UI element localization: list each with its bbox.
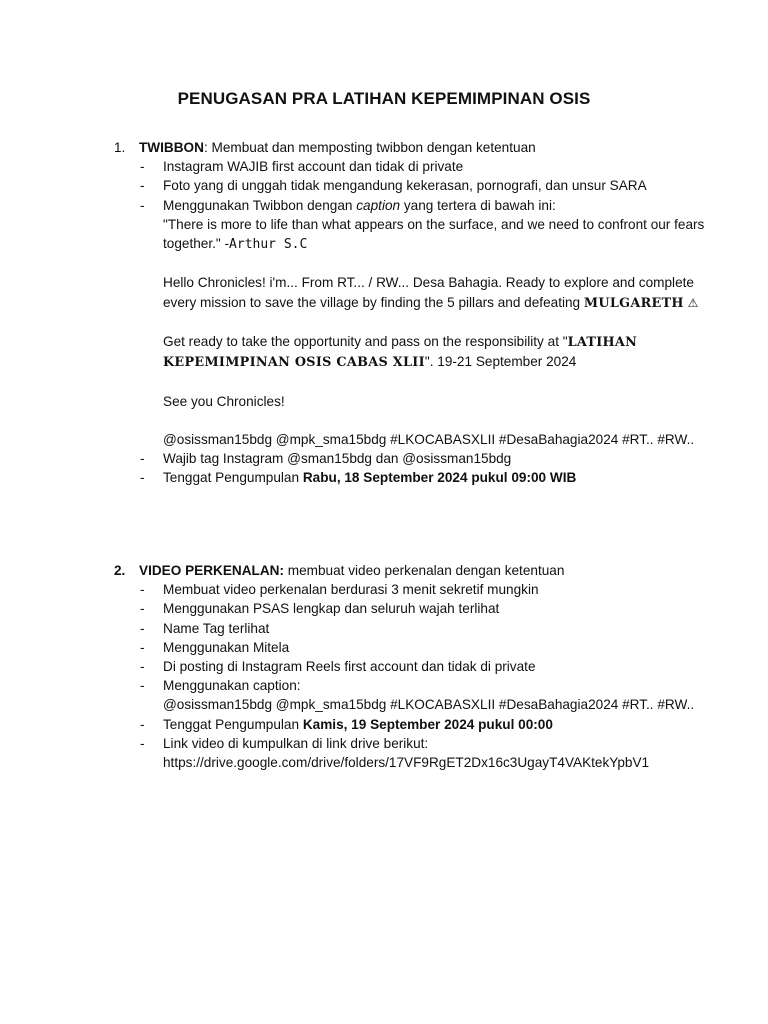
deadline-date: Rabu, 18 September 2024 pukul 09:00 WIB bbox=[302, 470, 577, 486]
dash-marker: - bbox=[140, 451, 145, 467]
spacer bbox=[163, 313, 714, 332]
caption-paragraph-intro bbox=[163, 273, 714, 312]
list-item bbox=[114, 638, 714, 657]
dash-marker: - bbox=[140, 735, 145, 751]
event-date: ". 19-21 September 2024 bbox=[424, 354, 577, 370]
list-item bbox=[114, 176, 714, 195]
dash-marker: - bbox=[140, 197, 145, 213]
list-item-text: Name Tag terlihat bbox=[163, 620, 270, 636]
drive-link-url[interactable]: https://drive.google.com/drive/folders/17VF9RgET2Dx16c3UgayT4VAKtekYpbV1 bbox=[163, 755, 650, 771]
caption-instruction bbox=[163, 196, 714, 215]
deadline-label: Tenggat Pengumpulan bbox=[163, 716, 303, 732]
spacer bbox=[163, 411, 714, 430]
section-label: TWIBBON bbox=[139, 140, 204, 155]
warning-icon: ⚠ bbox=[687, 295, 699, 310]
quote-text: "There is more to life than what appears on the surface, and we need to confront our fears together." - bbox=[163, 216, 705, 252]
caption-word: caption bbox=[356, 197, 401, 213]
list-item-text: Foto yang di unggah tidak mengandung kekerasan, pornografi, dan unsur SARA bbox=[163, 178, 647, 194]
list-item bbox=[114, 657, 714, 676]
list-item-text: Di posting di Instagram Reels first account dan tidak di private bbox=[163, 659, 536, 675]
caption-instruction: Menggunakan caption: bbox=[163, 678, 301, 694]
section-number: 2. bbox=[114, 563, 126, 578]
dash-marker: - bbox=[140, 639, 145, 655]
list-item-drive-link bbox=[114, 734, 714, 772]
requirements-list bbox=[114, 157, 714, 487]
list-item bbox=[114, 580, 714, 599]
section-intro: Membuat dan memposting twibbon dengan ketentuan bbox=[207, 140, 536, 155]
dash-marker: - bbox=[140, 601, 145, 617]
quote-author: Arthur S.C bbox=[229, 237, 308, 253]
caption-quote bbox=[163, 215, 714, 254]
section-heading bbox=[114, 561, 714, 580]
page-title: PENUGASAN PRA LATIHAN KEPEMIMPINAN OSIS bbox=[177, 89, 591, 108]
caption-instruction-tail: yang tertera di bawah ini: bbox=[400, 197, 556, 213]
dash-marker: - bbox=[140, 178, 145, 194]
list-item bbox=[114, 619, 714, 638]
dash-marker: - bbox=[140, 620, 145, 636]
caption-instruction-text: Menggunakan Twibbon dengan bbox=[163, 197, 357, 213]
deadline-date: Kamis, 19 September 2024 pukul 00:00 bbox=[302, 716, 553, 732]
list-item-caption bbox=[114, 676, 714, 714]
dash-marker: - bbox=[140, 470, 145, 486]
caption-signoff: See you Chronicles! bbox=[163, 393, 285, 409]
list-item-caption bbox=[114, 196, 714, 450]
dash-marker: - bbox=[140, 582, 145, 598]
spacer bbox=[163, 254, 714, 273]
list-item-deadline bbox=[114, 468, 714, 487]
list-item-deadline bbox=[114, 715, 714, 734]
caption-hashtags: @osissman15bdg @mpk_sma15bdg #LKOCABASXLII #DesaBahagia2024 #RT.. #RW.. bbox=[163, 431, 695, 447]
spacer bbox=[163, 372, 714, 391]
list-item bbox=[114, 449, 714, 468]
list-item-text: Menggunakan PSAS lengkap dan seluruh wajah terlihat bbox=[163, 601, 500, 617]
event-name: LATIHAN KEPEMIMPINAN OSIS CABAS XLII bbox=[163, 335, 638, 371]
requirements-list bbox=[114, 580, 714, 772]
villain-name: MULGARETH bbox=[583, 295, 684, 311]
list-item-text: Instagram WAJIB first account dan tidak di private bbox=[163, 159, 464, 175]
section-heading bbox=[114, 138, 714, 157]
list-item bbox=[114, 599, 714, 618]
dash-marker: - bbox=[140, 678, 145, 694]
section-twibbon bbox=[114, 138, 714, 488]
caption-paragraph-event bbox=[163, 332, 714, 372]
list-item bbox=[114, 157, 714, 176]
deadline-label: Tenggat Pengumpulan bbox=[163, 470, 303, 486]
drive-link-instruction: Link video di kumpulkan di link drive berikut: bbox=[163, 735, 429, 751]
dash-marker: - bbox=[140, 159, 145, 175]
list-item-text: Membuat video perkenalan berdurasi 3 menit sekretif mungkin bbox=[163, 582, 539, 598]
event-text: Get ready to take the opportunity and pass on the responsibility at " bbox=[163, 334, 568, 349]
list-item-text: Wajib tag Instagram @sman15bdg dan @osissman15bdg bbox=[163, 451, 512, 467]
section-label-suffix: : bbox=[203, 140, 208, 155]
caption-hashtags: @osissman15bdg @mpk_sma15bdg #LKOCABASXLII #DesaBahagia2024 #RT.. #RW.. bbox=[163, 697, 695, 713]
list-item-text: Menggunakan Mitela bbox=[163, 639, 290, 655]
intro-text: Hello Chronicles! i'm... From RT... / RW... Desa Bahagia. Ready to explore and complete every mission to save the village by finding the 5 pillars and defeating bbox=[163, 275, 694, 310]
section-intro: membuat video perkenalan dengan ketentuan bbox=[284, 563, 565, 578]
section-number: 1. bbox=[114, 140, 126, 155]
dash-marker: - bbox=[140, 659, 145, 675]
dash-marker: - bbox=[140, 716, 145, 732]
section-label: VIDEO PERKENALAN: bbox=[139, 563, 285, 578]
section-video-perkenalan bbox=[114, 561, 714, 772]
